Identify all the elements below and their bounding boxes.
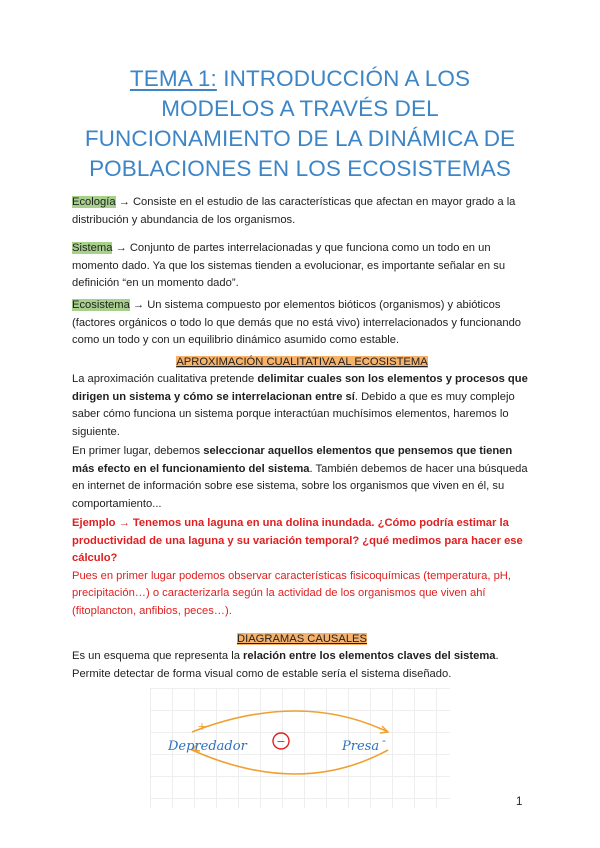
- p2-d: . También debemos de hacer una búsqueda: [309, 462, 528, 475]
- definition-ecologia: [72, 194, 532, 229]
- p2-c: más efecto en el funcionamiento del sistema: [72, 462, 310, 475]
- p2-a: En primer lugar, debemos: [72, 445, 204, 457]
- aproximacion-heading-text: APROXIMACIÓN CUALITATIVA AL ECOSISTEMA: [176, 356, 428, 368]
- title-line2: MODELOS A TRAVÉS DEL: [161, 96, 439, 121]
- label-depredador: Depredador: [168, 739, 247, 754]
- diag-p-b: relación entre los elementos claves del sistema: [243, 650, 496, 662]
- title-line3: FUNCIONAMIENTO DE LA DINÁMICA DE: [84, 126, 516, 151]
- example-question-2: productividad de una laguna y su variación temporal? ¿qué medimos para hacer ese: [72, 534, 523, 547]
- diag-p-a: Es un esquema que representa la: [72, 650, 244, 662]
- definition-sistema: [72, 240, 532, 293]
- top-sign: +: [197, 720, 207, 733]
- p1-f: siguiente.: [72, 425, 120, 438]
- page-title: [60, 64, 540, 184]
- p1-b: delimitar cuales son los elementos y procesos que: [257, 373, 528, 385]
- causal-diagram: [150, 688, 450, 808]
- ecosistema-text-2: (factores orgánicos o todo lo que demás que no está vivo) interrelacionados y funcionando: [72, 316, 522, 329]
- section-heading-aproximacion: [72, 354, 532, 371]
- diagramas-heading-text: DIAGRAMAS CAUSALES: [237, 633, 367, 645]
- p2-e: en internet de información sobre ese sistema, sobre los organismos que viven en él, su: [72, 480, 505, 492]
- title-label: TEMA 1:: [129, 66, 217, 91]
- term-ecosistema: Ecosistema: [72, 299, 130, 311]
- example-question-1: Ejemplo → Tenemos una laguna en una dolina inundada. ¿Cómo podría estimar la: [72, 517, 509, 529]
- ecosistema-text-1: → Un sistema compuesto por elementos bióticos (organismos) y abióticos: [129, 299, 501, 311]
- ecologia-text-2: distribución y abundancia de los organismos.: [72, 213, 296, 226]
- example-block: [72, 515, 532, 620]
- example-answer-3: (fitoplancton, anfibios, peces…).: [72, 604, 232, 617]
- p1-c: dirigen un sistema y cómo se interrelacionan entre sí: [72, 390, 355, 403]
- page-number: 1: [516, 796, 523, 808]
- title-line4: POBLACIONES EN LOS ECOSISTEMAS: [89, 156, 511, 181]
- p2-b: seleccionar aquellos elementos que pensemos que tienen: [203, 445, 513, 457]
- ecologia-text-1: → Consiste en el estudio de las características que afectan en mayor grado a la: [115, 196, 516, 208]
- aproximacion-paragraph-2: [72, 443, 532, 513]
- example-answer-1: Pues en primer lugar podemos observar características fisicoquímicas (temperatura, pH,: [72, 569, 511, 582]
- causal-diagram-drawing: [150, 688, 450, 808]
- sistema-text-3: definición “en un momento dado”.: [72, 277, 239, 289]
- title-line1: INTRODUCCIÓN A LOS: [216, 66, 471, 91]
- label-presa: Presa: [342, 739, 380, 754]
- section-heading-diagramas: [72, 631, 532, 648]
- p1-e: saber cómo funciona un sistema porque interactúan muchísimos elementos, haremos lo: [72, 408, 509, 420]
- term-ecologia: Ecología: [72, 196, 116, 208]
- p1-a: La aproximación cualitativa pretende: [72, 373, 258, 385]
- definition-ecosistema: [72, 297, 532, 350]
- diag-p-c: .: [495, 650, 499, 662]
- sistema-text-1: → Conjunto de partes interrelacionadas y que funciona como un todo en un: [112, 242, 491, 254]
- diag-p-line2: Permite detectar de forma visual como de estable sería el sistema diseñado.: [72, 667, 452, 680]
- ecosistema-text-3: como un todo y con un equilibrio dinámico asumido como estable.: [72, 334, 400, 346]
- aproximacion-paragraph-1: [72, 371, 532, 441]
- diagramas-paragraph: [72, 648, 532, 683]
- p2-f: comportamiento...: [72, 497, 162, 510]
- p1-d: . Debido a que es muy complejo: [354, 390, 515, 403]
- upper-arc: [192, 711, 388, 732]
- center-sign: −: [276, 735, 286, 748]
- sistema-text-2: momento dado. Ya que los sistemas tienden a evolucionar, es importante señalar en su: [72, 259, 506, 272]
- example-question-3: cálculo?: [72, 552, 118, 564]
- example-answer-2: precipitación…) o caracterizarla según la actividad de los organismos que viven ahí: [72, 587, 486, 599]
- right-sign: -: [382, 734, 386, 747]
- term-sistema: Sistema: [72, 242, 113, 254]
